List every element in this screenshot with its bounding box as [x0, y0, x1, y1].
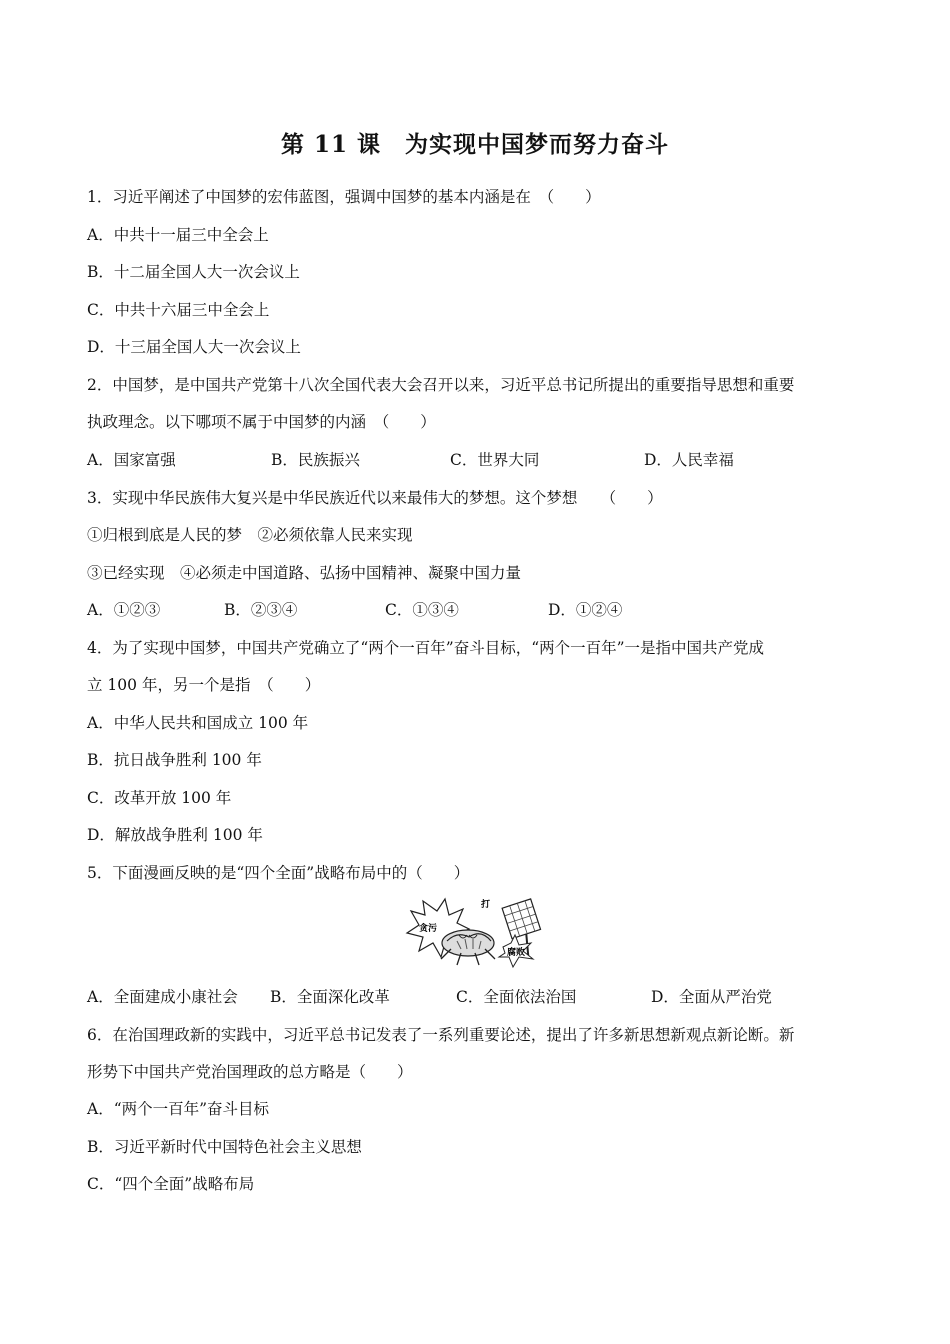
question-4-option-d: D．解放战争胜利 100 年 — [87, 826, 263, 844]
question-6-option-b: B．习近平新时代中国特色社会主义思想 — [87, 1138, 362, 1156]
question-6-stem-line-1: 6．在治国理政新的实践中，习近平总书记发表了一系列重要论述，提出了许多新思想新观点新论断。新 — [87, 1026, 795, 1044]
question-3-option-d: D．①②④ — [548, 601, 623, 619]
creature-body — [442, 930, 494, 956]
question-1-option-d: D．十三届全国人大一次会议上 — [87, 338, 301, 356]
question-1-option-a: A．中共十一届三中全会上 — [87, 226, 269, 244]
cartoon-label-hit: 打 — [481, 900, 491, 910]
question-2-stem-line-1: 2．中国梦，是中国共产党第十八次全国代表大会召开以来，习近平总书记所提出的重要指导思想和重要 — [87, 376, 795, 394]
question-5-option-b: B．全面深化改革 — [270, 988, 390, 1006]
question-4-stem-line-1: 4．为了实现中国梦，中国共产党确立了“两个一百年”奋斗目标，“两个一百年”一是指中国共产党成 — [87, 639, 765, 657]
cartoon-label-greed: 贪污 — [419, 924, 438, 934]
question-4-stem-line-2: 立 100 年，另一个是指 （ ） — [87, 676, 321, 694]
question-2-option-d: D．人民幸福 — [644, 451, 734, 469]
question-3-stem: 3．实现中华民族伟大复兴是中华民族近代以来最伟大的梦想。这个梦想 （ ） — [87, 489, 663, 507]
question-2-option-b: B．民族振兴 — [271, 451, 360, 469]
question-6-option-c: C．“四个全面”战略布局 — [87, 1175, 255, 1193]
question-6-stem-line-2: 形势下中国共产党治国理政的总方略是（ ） — [87, 1063, 413, 1081]
question-5-option-a: A．全面建成小康社会 — [87, 988, 238, 1006]
anti-corruption-cartoon — [403, 893, 553, 973]
cartoon-label-corruption: 腐败 — [507, 948, 526, 958]
question-1-stem: 1．习近平阐述了中国梦的宏伟蓝图，强调中国梦的基本内涵是在 （ ） — [87, 188, 601, 206]
question-1-option-b: B．十二届全国人大一次会议上 — [87, 263, 300, 281]
question-3-statements-line-1: ①归根到底是人民的梦 ②必须依靠人民来实现 — [87, 526, 413, 544]
question-2-stem-line-2: 执政理念。以下哪项不属于中国梦的内涵 （ ） — [87, 413, 436, 431]
question-5-stem: 5．下面漫画反映的是“四个全面”战略布局中的（ ） — [87, 864, 470, 882]
question-2-option-a: A．国家富强 — [87, 451, 176, 469]
question-3-statements-line-2: ③已经实现 ④必须走中国道路、弘扬中国精神、凝聚中国力量 — [87, 564, 522, 582]
page-title: 第 11 课 为实现中国梦而努力奋斗 — [280, 131, 670, 158]
question-5-option-c: C．全面依法治国 — [456, 988, 577, 1006]
question-2-option-c: C．世界大同 — [450, 451, 540, 469]
question-4-option-c: C．改革开放 100 年 — [87, 789, 232, 807]
question-3-option-a: A．①②③ — [87, 601, 161, 619]
question-4-option-b: B．抗日战争胜利 100 年 — [87, 751, 262, 769]
question-5-option-d: D．全面从严治党 — [651, 988, 772, 1006]
question-3-option-c: C．①③④ — [385, 601, 459, 619]
question-4-option-a: A．中华人民共和国成立 100 年 — [87, 714, 309, 732]
question-3-option-b: B．②③④ — [224, 601, 298, 619]
question-1-option-c: C．中共十六届三中全会上 — [87, 301, 270, 319]
question-6-option-a: A．“两个一百年”奋斗目标 — [87, 1100, 270, 1118]
